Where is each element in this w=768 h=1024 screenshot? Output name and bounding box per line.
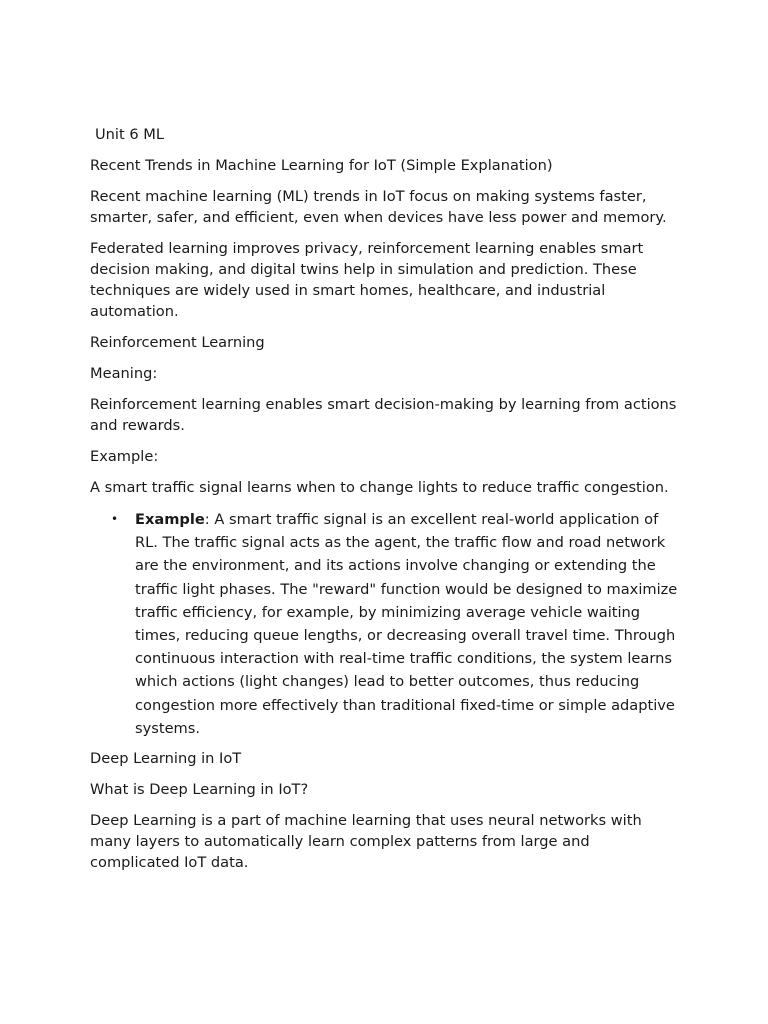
rl-meaning-label: Meaning: (90, 365, 158, 382)
dl-answer: Deep Learning is a part of machine learning that uses neural networks with many layers to automatically learn complex patterns from large and complicated IoT data. (90, 812, 642, 872)
bullet-marker: • (111, 512, 119, 526)
list-item (111, 508, 682, 740)
rl-section-heading: Reinforcement Learning (90, 334, 265, 351)
rl-meaning-text: Reinforcement learning enables smart decision-making by learning from actions and rewards. (90, 396, 677, 434)
summary-paragraph: Federated learning improves privacy, reinforcement learning enables smart decision making, and digital twins help in simulation and prediction. These techniques are widely used in smart homes, healthcare, and industrial automation. (90, 240, 644, 320)
rl-example-text: A smart traffic signal learns when to change lights to reduce traffic congestion. (90, 479, 669, 496)
dl-question: What is Deep Learning in IoT? (90, 781, 309, 799)
rl-example-bullet-list (90, 508, 682, 740)
document-heading: Recent Trends in Machine Learning for IoT (Simple Explanation) (90, 157, 553, 174)
bullet-bold-label: Example (135, 511, 205, 528)
dl-section-heading: Deep Learning in IoT (90, 750, 242, 768)
bullet-text: : A smart traffic signal is an excellent real-world application of RL. The traffic signal acts as the agent, the traffic flow and road network are the environment, and its actions involve changing or extending the traffic light phases. The "reward" function would be designed to maximize traffic efficiency, for example, by minimizing average vehicle waiting times, reducing queue lengths, or decreasing overall travel time. Through continuous interaction with real-time traffic conditions, the system learns which actions (light changes) lead to better outcomes, thus reducing congestion more effectively than traditional fixed-time or simple adaptive systems. (135, 511, 678, 737)
document-title: Unit 6 ML (95, 126, 164, 143)
rl-example-label: Example: (90, 448, 159, 465)
document-page (90, 124, 682, 883)
intro-paragraph: Recent machine learning (ML) trends in IoT focus on making systems faster, smarter, safer, and efficient, even when devices have less power and memory. (90, 188, 667, 226)
